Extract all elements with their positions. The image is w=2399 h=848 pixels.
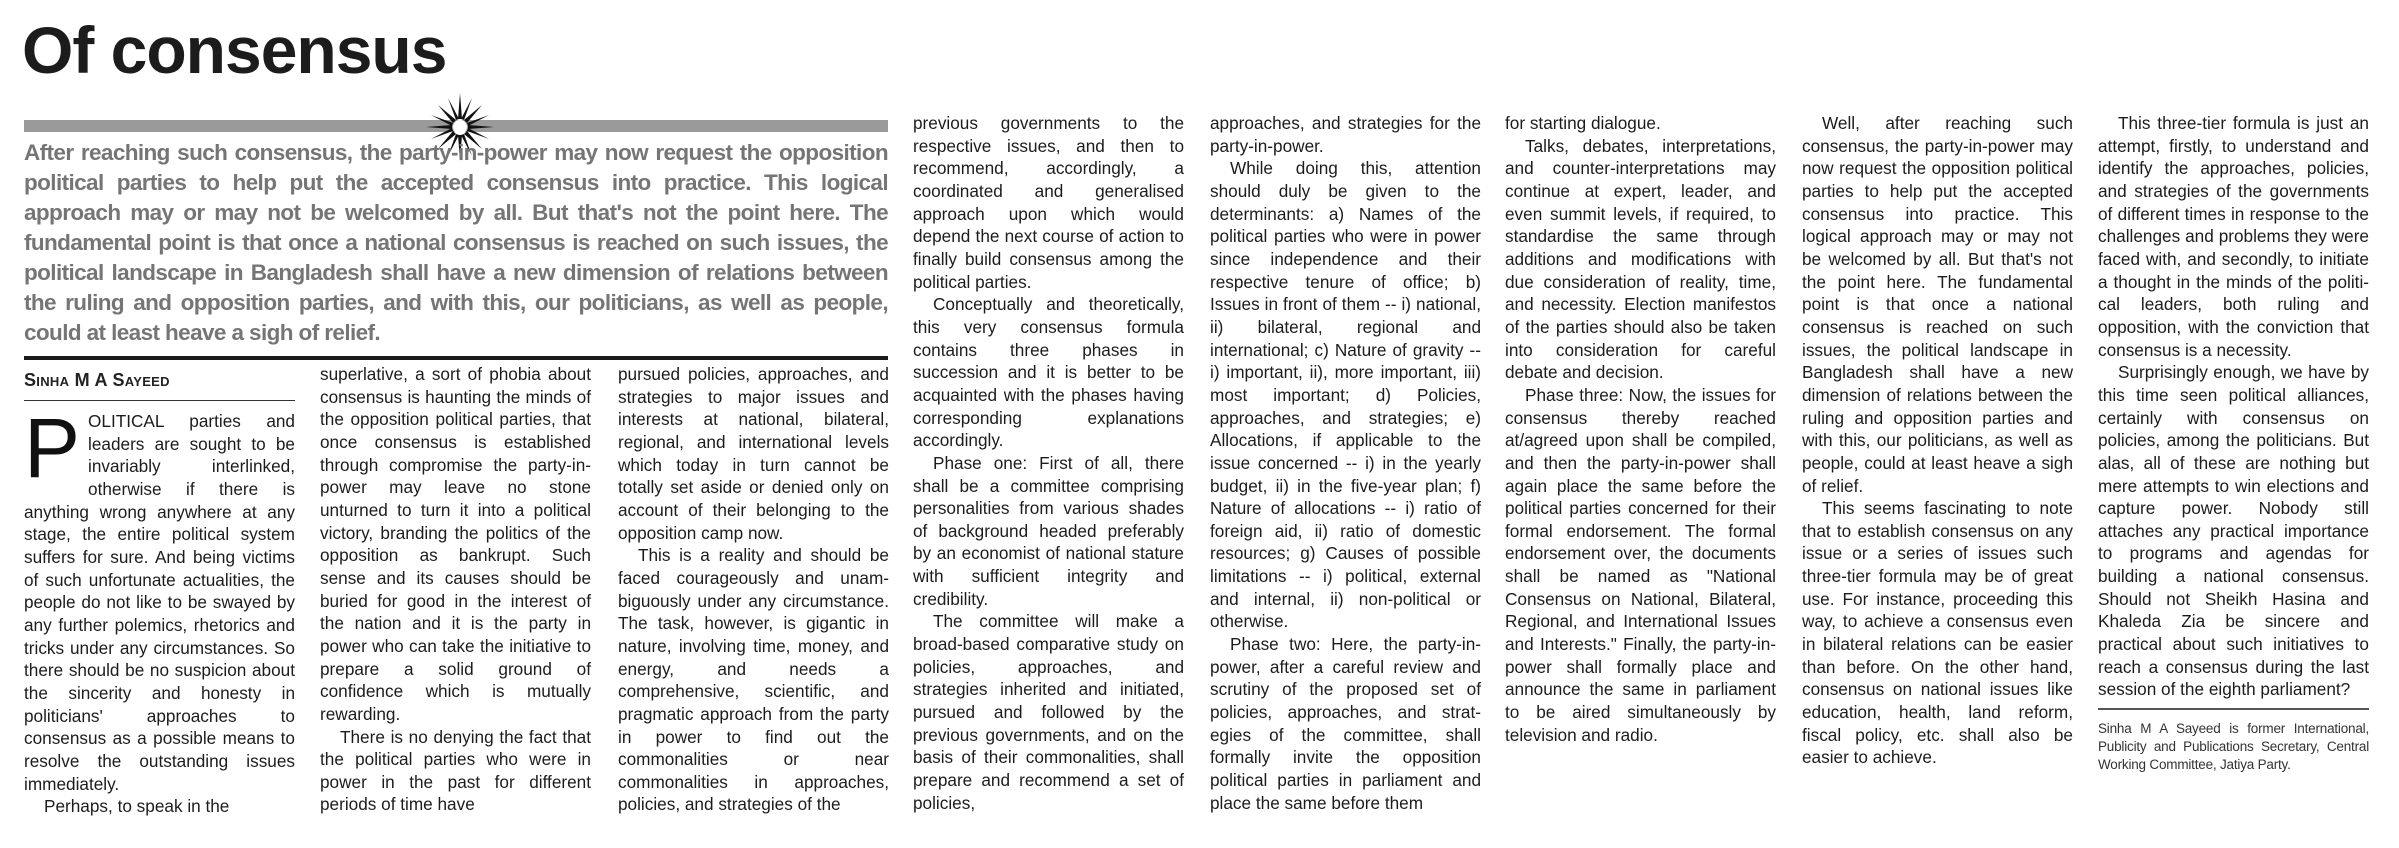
- drop-cap: P: [24, 401, 81, 495]
- paragraph: Phase two: Here, the party-in-power, after a careful review and scrutiny of the proposed set of policies, approaches, and strategies of the committee, shall formally invite the opposition political parties in parliament and place the same before them: [1210, 634, 1481, 813]
- paragraph: There is no denying the fact that the political parties who were in power in the past for different periods of time have: [320, 726, 591, 815]
- paragraph: Conceptually and theoretically, this very consensus formula contains three phases in succession and it is better to be acquainted with the phases having corresponding explanations accordingly.: [913, 294, 1184, 451]
- paragraph: approaches, and strategies for the party-in-power.: [1210, 113, 1481, 156]
- author-bio: Sinha M A Sayeed is former International, Publicity and Publications Secretary, Central Working Committee, Jatiya Party.: [2098, 721, 2369, 773]
- paragraph: Surprisingly enough, we have by this time seen political alliances, certainly with consensus on policies, among the politicians. But alas, all of these are nothing but mere attempts to win elections and capture power. Nobody still attaches any practical importance to programs and agendas for building a national consensus. Should not Sheikh Hasina and Khaleda Zia be sincere and practical about such initiatives to reach a consensus during the last session of the eighth parliament?: [2098, 362, 2369, 700]
- paragraph: This seems fascinating to note that to establish consensus on any issue or a series of issues such three-tier formula may be of great use. For instance, proceeding this way, to achieve a consensus even in bilateral relations can be easier than before. On the other hand, consensus on national issues like education, health, land reform, fiscal policy, etc. shall also be easier to achieve.: [1802, 498, 2073, 768]
- paragraph: OLITICAL parties and leaders are sought to be invariably interlinked, otherwise if there is anything wrong anywhere at any stage, the entire political system suffers for sure. And being victims of such unfortunate actualities, the people do not like to be swayed by any further polemics, rhetorics and tricks under any circumstances. So there should be no suspicion about the sincerity and honesty in politicians' approaches to consensus as a possible means to resolve the outstanding issues immediately.: [24, 411, 295, 794]
- paragraph: The committee will make a broad-based comparative study on policies, approaches, and strategies inherited and initiated, pursued and followed by the previous governments, and on the basis of their commonalities, shall prepare and recommend a set of policies,: [913, 611, 1184, 813]
- paragraph: pursued policies, approaches, and strategies to major issues and interests at national, bilateral, regional, and international levels which today in turn cannot be totally set aside or denied only on account of their belonging to the opposition camp now.: [618, 364, 889, 543]
- paragraph: Phase one: First of all, there shall be a committee comprising personalities from various shades of background headed preferably by an economist of national stature with sufficient integrity and credibility.: [913, 452, 1184, 609]
- paragraph: Perhaps, to speak in the: [44, 796, 230, 817]
- paragraph: previous governments to the respective issues, and then to recommend, accordingly, a coordinated and generalised approach upon which would depend the next course of action to finally build consensus among the political parties.: [913, 113, 1184, 292]
- article-column-4: [913, 112, 1184, 814]
- article-title: Of consensus: [22, 13, 447, 87]
- paragraph: Talks, debates, interpretations, and counter-interpretations may continue at expert, leader, and even summit levels, if required, to standardise the same through additions and modifications with due consideration of reality, time, and necessity. Election manifestos of the parties should also be taken into consideration for careful debate and decision.: [1505, 135, 1776, 383]
- pull-quote-divider: [24, 356, 888, 360]
- paragraph: superlative, a sort of phobia about consensus is haunting the minds of the opposition political parties, that once consensus is established through compromise the party-in-power may leave no stone unturned to turn it into a political victory, branding the politics of the opposition as bankrupt. Such sense and its causes should be buried for good in the interest of the nation and it is the party in power who can take the initiative to prepare a solid ground of confidence which is mutually rewarding.: [320, 364, 591, 724]
- author-bio-divider: [2098, 708, 2369, 710]
- article-column-2: [320, 363, 591, 816]
- article-column-3: [618, 363, 889, 816]
- byline: Sinha M A Sayeed: [24, 370, 170, 390]
- article-column-5: [1210, 112, 1481, 814]
- paragraph: for starting dialogue.: [1505, 113, 1661, 133]
- article-column-8: [2098, 112, 2369, 774]
- article-column-6: [1505, 112, 1776, 746]
- paragraph: While doing this, attention should duly be given to the determinants: a) Names of the political parties who were in power since independence and their respective tenure of office; b) Issues in front of them -- i) national, ii) bilateral, regional and international; c) Nature of gravity -- i) important, ii), more important, iii) most important; d) Policies, approaches, and strategies; e) Allocations, if applicable to the issue concerned -- i) in the yearly budget, ii) in the five-year plan; f) Nature of allocations -- i) ratio of foreign aid, ii) ratio of domestic resources; g) Causes of possible limitations -- i) political, external and internal, ii) non-political or otherwise.: [1210, 158, 1481, 632]
- pull-quote: After reaching such consensus, the party-in-power may now request the opposition political parties to help put the accepted consensus into practice. This logical approach may or may not be welcomed by all. But that's not the point here. The fundamental point is that once a national consensus is reached on such issues, the political landscape in Bangladesh shall have a new dimension of relations between the ruling and opposition parties, and with this, our politicians, as well as people, could at least heave a sigh of relief.: [24, 140, 888, 345]
- paragraph: Well, after reaching such consensus, the party-in-power may now request the opposition political parties to help put the accepted consensus into practice. This logical approach may or may not be welcomed by all. But that's not the point here. The fundamental point is that once a national consensus is reached on such issues, the political landscape in Bangladesh shall have a new dimension of relations between the ruling and opposition parties and with this, our politicians, as well as people, could at least heave a sigh of relief.: [1802, 113, 2073, 496]
- paragraph: This three-tier formula is just an attempt, firstly, to understand and identify the approaches, policies, and strategies of the governments of different times in response to the challenges and problems they were faced with, and secondly, to initiate a thought in the minds of the political leaders, both ruling and opposition, with the conviction that consensus is a necessity.: [2098, 113, 2369, 360]
- article-column-1: [24, 401, 295, 818]
- paragraph: Phase three: Now, the issues for consensus thereby reached at/agreed upon shall be compiled, and then the party-in-power shall again place the same before the political parties concerned for their formal endorsement. The formal endorsement over, the documents shall be named as "National Consensus on National, Bilateral, Regional, and International Issues and Interests." Finally, the party-in-power shall formally place and announce the same in parliament to be aired simultaneously by television and radio.: [1505, 384, 1776, 745]
- paragraph: This is a reality and should be faced courageously and unambiguously under any circumstance. The task, however, is gigantic in nature, involving time, money, and energy, and needs a comprehensive, scientific, and pragmatic approach from the party in power to find out the commonalities or near commonalities in approaches, policies, and strategies of the: [618, 545, 889, 815]
- article-column-7: [1802, 112, 2073, 769]
